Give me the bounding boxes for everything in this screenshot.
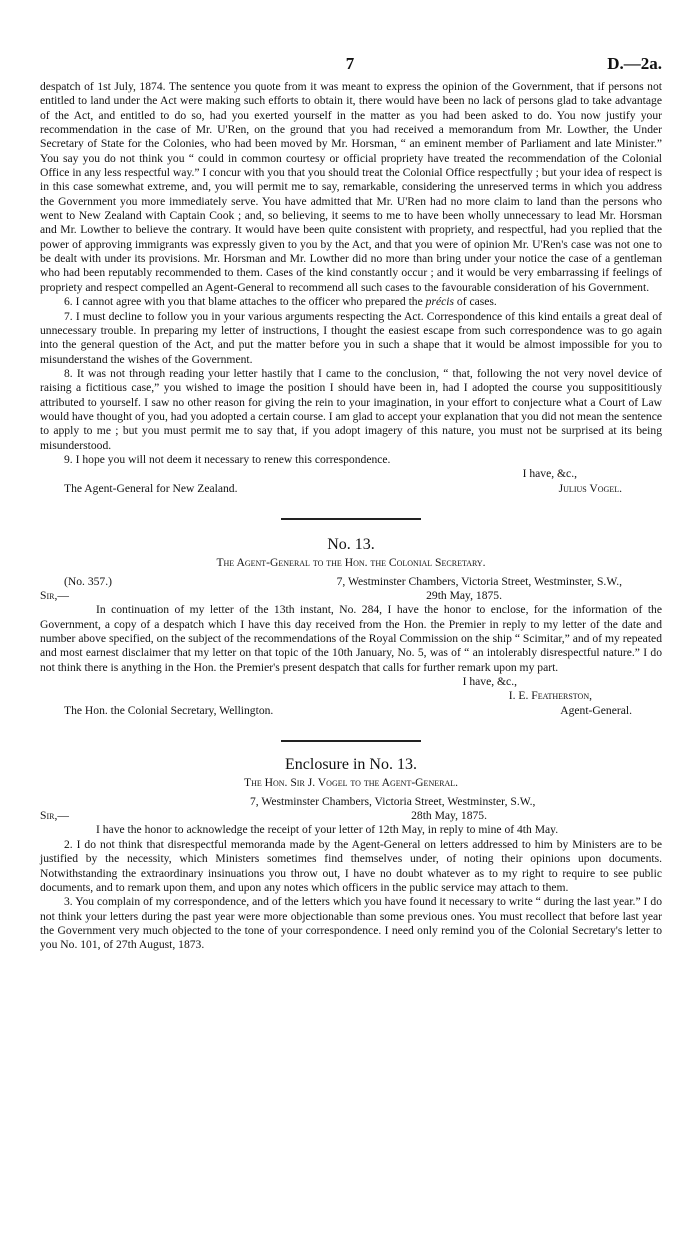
enclosure-route: The Hon. Sir J. Vogel to the Agent-General. (243, 776, 459, 790)
enclosure-paragraph-1: I have the honor to acknowledge the receipt of your letter of 12th May, in reply to mine of 4th May. (96, 823, 559, 837)
no13-signature-title: Agent-General. (560, 703, 632, 717)
no13-route: The Agent-General to the Hon. the Colonial Secretary. (216, 556, 486, 570)
document-reference: D.—2a. (607, 54, 662, 73)
no13-number: (No. 357.) (64, 574, 112, 588)
letter1-signature: Julius Vogel. (558, 481, 622, 495)
enclosure-salutation-date (40, 809, 662, 823)
p6-text-b: of cases. (456, 295, 497, 309)
enclosure-paragraph-3: 3. You complain of my correspondence, and of the letters which you have found it necessary to write “ during the last year.” I do not think your letters during the past year were more objectionable than some previous ones. You must recollect that before last year the Government very much objected to the tone of your correspondence. I need only remind you of the Colonial Secretary's letter to you No. 101, of 27th August, 1873. (40, 895, 662, 952)
letter1-paragraph-8: 8. It was not through reading your letter hastily that I came to the conclusion, “ that, following the not very novel device of raising a fictitious case,” you wished to image the position I should have been in, had I adopted the course you supposititiously attributed to yourself. I saw no other reason for giving the rein to your imagination, in your effort to conjecture what a Court of Law would have thought of you, had you adopted a certain course. I am glad to accept your explanation that you did not mean the sentence to apply to me ; but you must permit me to say that, if you adopt imagery of this nature, you must not be surprised at its being misunderstood. (40, 366, 663, 452)
no13-address: 7, Westminster Chambers, Victoria Street, Westminster, S.W., (336, 574, 622, 588)
enclosure-address: 7, Westminster Chambers, Victoria Street, Westminster, S.W., (250, 794, 536, 808)
enclosure-salutation: Sir,— (40, 809, 69, 823)
enclosure-title: Enclosure in No. 13. (285, 756, 417, 774)
letter1-paragraph-5: despatch of 1st July, 1874. The sentence you quote from it was meant to express the opinion of the Government, that if persons not entitled to land under the Act were making such efforts to obtain it, there would have been no lack of persons glad to take advantage of the Act, and entitled to do so, had you exerted yourself in the matter as you had been asked to do. You now justify your recommendation in the case of Mr. U'Ren, on the ground that you had received a memorandum from Mr. Lowther, the Under Secretary of State for the Colonies, who had been moved by Mr. Horsman, “ an eminent member of Parliament and late Minister.” You say you do not think you “ could in common courtesy or official propriety have treated the recommendation of the Colonial Office in any less respectful way.” I concur with you that you should treat the Colonial Office respectfully ; but your idea of respect is in this case somewhat extreme, and, you will permit me to say, remarkable, considering the unreserved terms in which you address the Government you more immediately serve. You have admitted that Mr. U'Ren had no more claim to land than the persons who went to New Zealand with Captain Cook ; and, so believing, it seems to me to have been wholly unnecessary to lead Mr. Horsman and Mr. Lowther to believe the contrary. It would have been quite consistent with propriety, and respectful, had you replied that the power of approving immigrants was expressly given to you by the Act, and that you were of opinion Mr. U'Ren's case was not one to be dealt with under its provisions. Mr. Horsman and Mr. Lowther did no more than bring under your notice the case of a gentleman who had been reputably recommended to them. Cases of the kind constantly occur ; and it would be very embarrassing if feelings of propriety and respect compelled an Agent-General to recommend all such cases to the favourable consideration of his Government. (40, 80, 662, 294)
no13-body: In continuation of my letter of the 13th instant, No. 284, I have the honor to enclose, for the information of the Government, a copy of a despatch which I have this day received from the Hon. the Premier in reply to my letter of the date and number above specified, on the subject of the recommendations of the Royal Commission on the ship “ Scimitar,” and of my repeated and most earnest disclaimer that my letter on that topic of the 10th January, No. 5, was of “ an intolerably disrespectful nature.” I do not think there is anything in the Hon. the Premier's present despatch that calls for further remark upon my part. (40, 603, 662, 674)
no13-addressee: The Hon. the Colonial Secretary, Wellington. (64, 703, 274, 717)
no13-number-address (40, 575, 662, 589)
letter1-paragraph-7: 7. I must decline to follow you in your various arguments respecting the Act. Correspondence of this kind entails a great deal of unnecessary trouble. In preparing my letter of instructions, I thought the easiest escape from such correspondence was to go again into the general question of the Act, and put the matter before you in such a shape that it would be almost impossible for you to misunderstand the wishes of the Government. (40, 309, 662, 366)
no13-title: No. 13. (327, 535, 375, 553)
no13-salutation-date (40, 589, 662, 603)
letter1-addressee: The Agent-General for New Zealand. (64, 481, 238, 495)
page-number: 7 (345, 54, 355, 73)
document-body (40, 80, 662, 953)
enclosure-paragraph-2: 2. I do not think that disrespectful memoranda made by the Agent-General on letters addressed to him by Ministers are to be justified by the necessity, which Ministers sometimes find themselves under, of noting their opinions upon documents. Notwithstanding the extraordinary insinuations you throw out, I have no doubt whatever as to my right to require to see public documents, and to remark upon them, and upon any notes which officers in the public service may attach to them. (40, 837, 662, 894)
letter1-signoff (40, 482, 662, 496)
no13-signature: I. E. Featherston, (508, 689, 592, 703)
no13-signoff (40, 704, 662, 718)
letter1-closing: I have, &c., (522, 467, 577, 481)
no13-date: 29th May, 1875. (426, 589, 502, 602)
letter1-paragraph-6 (40, 295, 662, 309)
letter1-paragraph-9: 9. I hope you will not deem it necessary to renew this correspondence. (64, 452, 391, 466)
no13-closing: I have, &c., (462, 675, 517, 689)
p6-text-a: 6. I cannot agree with you that blame attaches to the officer who prepared the (64, 295, 423, 309)
enclosure-date: 28th May, 1875. (411, 809, 487, 823)
p6-precis: précis (425, 295, 454, 309)
no13-salutation: Sir,— (40, 589, 69, 602)
